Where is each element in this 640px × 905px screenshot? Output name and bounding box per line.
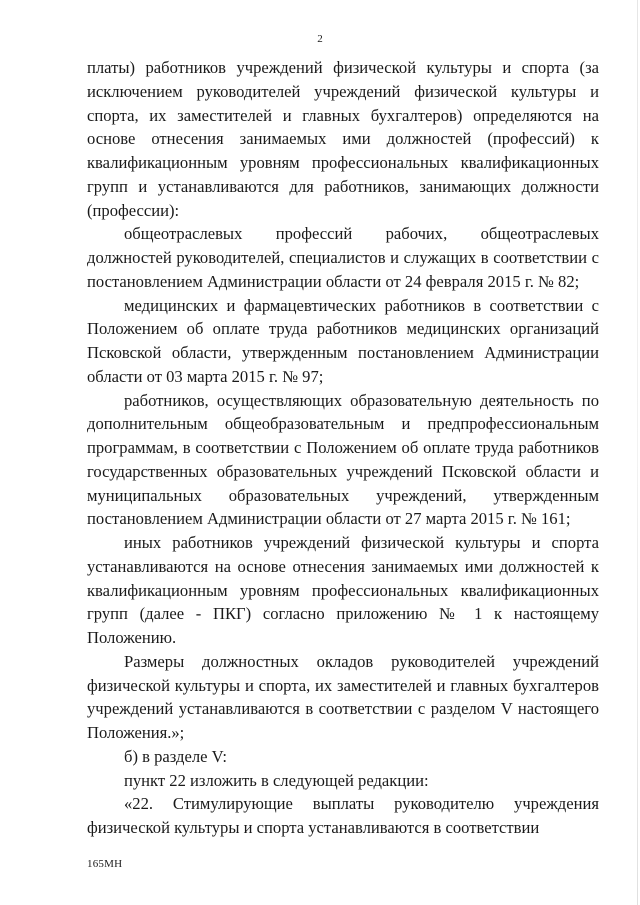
document-code: 165МН (87, 858, 123, 870)
paragraph-other-workers: иных работников учреждений физической культуры и спорта устанавливаются на основе отнесения занимаемых ими должностей к квалификационным уровням профессиональных квалификационных групп (далее - ПКГ) согласно приложению № 1 к настоящему Положению. (87, 533, 599, 647)
paragraph-salary-sizes: Размеры должностных окладов руководителей учреждений физической культуры и спорта, их заместителей и главных бухгалтеров учреждений устанавливаются в соответствии с разделом V настоящего Положения.»; (87, 651, 599, 742)
paragraph-section-v: б) в разделе V: (124, 746, 227, 766)
paragraph-medical-workers: медицинских и фармацевтических работников в соответствии с Положением об оплате труда работников медицинских организаций Псковской области, утвержденным постановлением Администрации области от 03 марта 2015 г. № 97; (87, 295, 599, 386)
paragraph-item-22-edit: пункт 22 изложить в следующей редакции: (124, 770, 429, 790)
paragraph-remuneration-intro: платы) работников учреждений физической культуры и спорта (за исключением руководителей учреждений физической культуры и спорта, их заместителей и главных бухгалтеров) определяются на основе отнесения занимаемых ими должностей (профессий) к квалификационным уровням профессиональных квалификационных групп и устанавливаются для работников, занимающих должности (профессии): (87, 58, 599, 220)
paragraph-item-22-text: «22. Стимулирующие выплаты руководителю учреждения физической культуры и спорта устанавливаются в соответствии (87, 794, 599, 837)
paragraph-general-professions: общеотраслевых профессий рабочих, общеотраслевых должностей руководителей, специалистов и служащих в соответствии с постановлением Администрации области от 24 февраля 2015 г. № 82; (87, 224, 599, 291)
scan-edge-line (637, 0, 638, 905)
document-body (87, 56, 599, 840)
page-number: 2 (317, 33, 323, 45)
paragraph-educational-workers: работников, осуществляющих образовательную деятельность по дополнительным общеобразовательным и предпрофессиональным программам, в соответствии с Положением об оплате труда работников государственных образовательных учреждений Псковской области и муниципальных образовательных учреждений, утвержденным постановлением Администрации области от 27 марта 2015 г. № 161; (87, 390, 599, 529)
